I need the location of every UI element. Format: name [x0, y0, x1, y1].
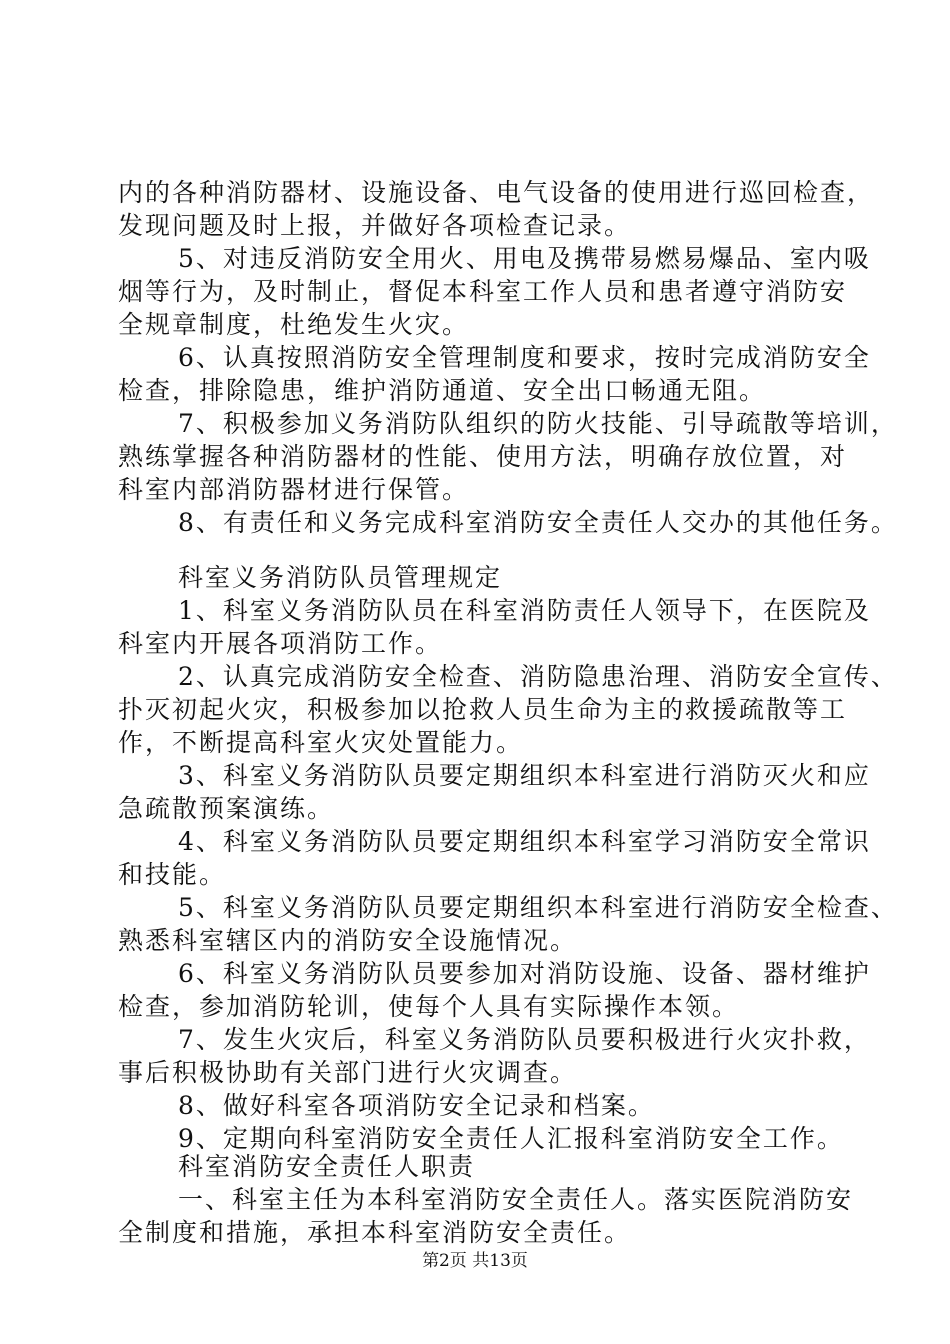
- text-line: 7、积极参加义务消防队组织的防火技能、引导疏散等培训，: [178, 409, 898, 438]
- text-line: 8、做好科室各项消防安全记录和档案。: [178, 1091, 655, 1120]
- text-line: 熟练掌握各种消防器材的性能、使用方法，明确存放位置，对: [118, 442, 848, 471]
- text-line: 全制度和措施，承担本科室消防安全责任。: [118, 1218, 632, 1247]
- text-line: 8、有责任和义务完成科室消防安全责任人交办的其他任务。: [178, 508, 898, 537]
- text-line: 6、科室义务消防队员要参加对消防设施、设备、器材维护: [178, 959, 871, 988]
- section-heading: 科室义务消防队员管理规定: [178, 563, 503, 592]
- text-line: 7、发生火灾后，科室义务消防队员要积极进行火灾扑救，: [178, 1025, 871, 1054]
- text-line: 事后积极协助有关部门进行火灾调查。: [118, 1058, 578, 1087]
- text-line: 5、科室义务消防队员要定期组织本科室进行消防安全检查、: [178, 893, 898, 922]
- text-line: 4、科室义务消防队员要定期组织本科室学习消防安全常识: [178, 827, 871, 856]
- text-line: 检查，排除隐患，维护消防通道、安全出口畅通无阻。: [118, 376, 767, 405]
- text-line: 科室内部消防器材进行保管。: [118, 475, 470, 504]
- text-line: 一、科室主任为本科室消防安全责任人。落实医院消防安: [178, 1185, 854, 1214]
- text-line: 烟等行为，及时制止，督促本科室工作人员和患者遵守消防安: [118, 277, 848, 306]
- text-line: 科室内开展各项消防工作。: [118, 629, 443, 658]
- text-line: 熟悉科室辖区内的消防安全设施情况。: [118, 926, 578, 955]
- page-number-footer: 第2页 共13页: [422, 1251, 528, 1271]
- text-line: 1、科室义务消防队员在科室消防责任人领导下，在医院及: [178, 596, 871, 625]
- text-line: 6、认真按照消防安全管理制度和要求，按时完成消防安全: [178, 343, 871, 372]
- text-line: 全规章制度，杜绝发生火灾。: [118, 310, 470, 339]
- text-line: 3、科室义务消防队员要定期组织本科室进行消防灭火和应: [178, 761, 871, 790]
- text-line: 5、对违反消防安全用火、用电及携带易燃易爆品、室内吸: [178, 244, 871, 273]
- text-line: 扑灭初起火灾，积极参加以抢救人员生命为主的救援疏散等工: [118, 695, 848, 724]
- text-line: 和技能。: [118, 860, 227, 889]
- text-line: 9、定期向科室消防安全责任人汇报科室消防安全工作。: [178, 1124, 844, 1153]
- text-line: 检查，参加消防轮训，使每个人具有实际操作本领。: [118, 992, 740, 1021]
- section-heading: 科室消防安全责任人职责: [178, 1152, 476, 1181]
- text-line: 作，不断提高科室火灾处置能力。: [118, 728, 524, 757]
- text-line: 发现问题及时上报，并做好各项检查记录。: [118, 211, 632, 240]
- text-line: 内的各种消防器材、设施设备、电气设备的使用进行巡回检查，: [118, 178, 875, 207]
- text-line: 2、认真完成消防安全检查、消防隐患治理、消防安全宣传、: [178, 662, 898, 691]
- text-line: 急疏散预案演练。: [118, 794, 335, 823]
